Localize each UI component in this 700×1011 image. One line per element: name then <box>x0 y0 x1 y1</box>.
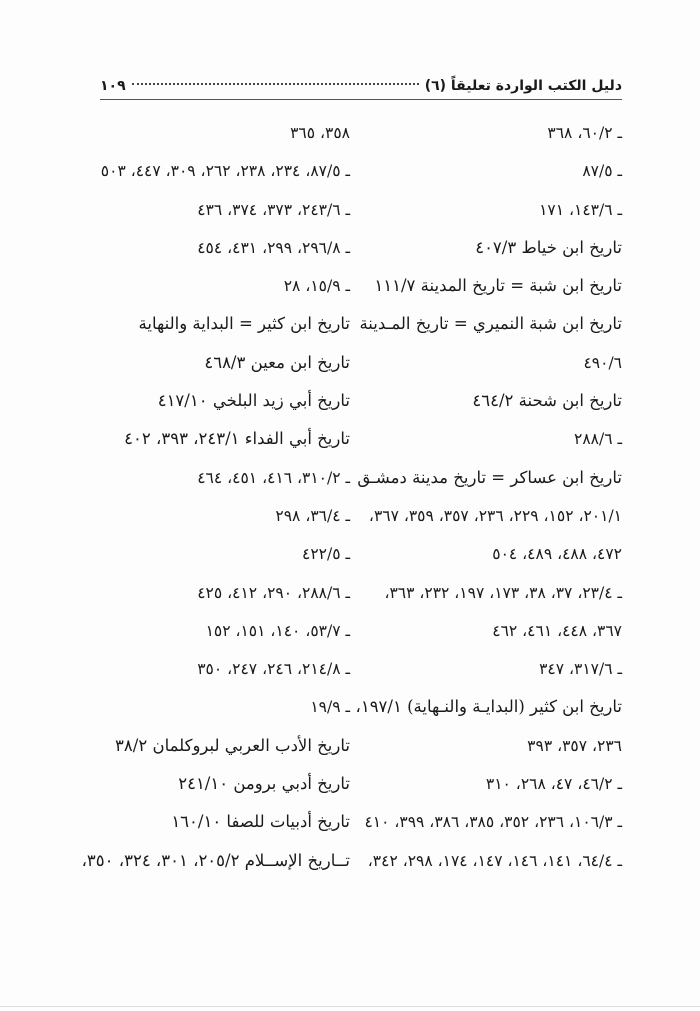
index-entry: ـ ٤٢٢/٥ <box>302 545 350 564</box>
index-entry: تــاريخ الإســلام ٢٠٥/٢، ٣٠١، ٣٢٤، ٣٥٠، <box>81 850 350 870</box>
index-column-left <box>81 118 350 884</box>
index-entry: ـ ٣١٧/٦، ٣٤٧ <box>539 660 622 679</box>
index-entry: تاريخ أبي زيد البلخي ٤١٧/١٠ <box>157 391 350 411</box>
index-entry: ـ ١٩/٩ <box>310 698 350 717</box>
index-entry: ٤٧٢، ٤٨٨، ٤٨٩، ٥٠٤ <box>492 545 622 564</box>
index-entry: تاريخ ابن شبة النميري = تاريخ المـدينة <box>359 314 622 334</box>
index-entry: تاريخ ابن خياط ٤٠٧/٣ <box>475 237 622 257</box>
index-entry: تاريخ ابن عساكر = تاريخ مدينة دمشـق <box>357 467 622 487</box>
index-column-right <box>355 118 622 884</box>
index-entry: ـ ٤٦/٢، ٤٧، ٢٦٨، ٣١٠ <box>485 775 622 794</box>
index-entry: ـ ٢١٤/٨، ٢٤٦، ٢٤٧، ٣٥٠ <box>197 660 350 679</box>
index-entry: ـ ٦٤/٤، ١٤١، ١٤٦، ١٤٧، ١٧٤، ٢٩٨، ٣٤٢، <box>367 851 622 870</box>
index-entry: تاريخ ابن كثير = البداية والنهاية <box>138 314 350 334</box>
page-bottom-edge <box>0 1006 700 1007</box>
index-entry: تاريخ أدبي برومن ٢٤١/١٠ <box>178 774 350 794</box>
header-leader-dots <box>132 83 419 85</box>
index-entry: ـ ١٥/٩، ٢٨ <box>283 277 350 296</box>
index-entry: ٤٩٠/٦ <box>583 353 622 372</box>
index-entry: ٢٣٦، ٣٥٧، ٣٩٣ <box>527 736 622 755</box>
index-entry: ٣٦٧، ٤٤٨، ٤٦١، ٤٦٢ <box>492 621 622 640</box>
page-number: ١٠٩ <box>100 78 126 94</box>
index-entry: ـ ٨٧/٥ <box>582 162 622 181</box>
index-entry: تاريخ الأدب العربي لبروكلمان ٣٨/٢ <box>115 735 350 755</box>
index-entry: تاريخ ابن معين ٤٦٨/٣ <box>204 352 350 372</box>
index-entry: ٣٥٨، ٣٦٥ <box>290 124 350 142</box>
index-entry: ـ ٣٦/٤، ٢٩٨ <box>275 506 350 525</box>
index-entry: ـ ٣١٠/٢، ٤١٦، ٤٥١، ٤٦٤ <box>197 468 350 487</box>
index-entry: ـ ٨٧/٥، ٢٣٤، ٢٣٨، ٢٦٢، ٣٠٩، ٤٤٧، ٥٠٣ <box>100 162 350 181</box>
index-entry: ـ ٢٨٨/٦ <box>574 430 622 449</box>
index-entry: تاريخ ابن شحنة ٤٦٤/٢ <box>472 391 622 411</box>
index-entry: ـ ١٠٦/٣، ٢٣٦، ٣٥٢، ٣٨٥، ٣٨٦، ٣٩٩، ٤١٠ <box>364 813 622 832</box>
index-entry: ـ ٦٠/٢، ٣٦٨ <box>547 124 622 142</box>
running-header <box>100 68 622 94</box>
index-entry: ـ ٢٣/٤، ٣٧، ٣٨، ١٧٣، ١٩٧، ٢٣٢، ٣٦٣، <box>384 583 622 602</box>
index-entry: ـ ٥٣/٧، ١٤٠، ١٥١، ١٥٢ <box>205 621 350 640</box>
index-entry: ٢٠١/١، ١٥٢، ٢٢٩، ٢٣٦، ٣٥٧، ٣٥٩، ٣٦٧، <box>368 506 622 525</box>
index-entry: ـ ٢٤٣/٦، ٣٧٣، ٣٧٤، ٤٣٦ <box>197 200 350 219</box>
index-entry: ـ ١٤٣/٦، ١٧١ <box>539 200 622 219</box>
index-entry: تاريخ ابن كثير (البدايـة والنـهاية) ١٩٧/١، <box>355 697 622 717</box>
index-entry: ـ ٢٨٨/٦، ٢٩٠، ٤١٢، ٤٢٥ <box>197 583 350 602</box>
header-title: دليل الكتب الواردة تعليقاً (٦) <box>424 78 622 94</box>
index-entry: ـ ٢٩٦/٨، ٢٩٩، ٤٣١، ٤٥٤ <box>197 238 350 257</box>
index-entry: تاريخ أدبيات للصفا ١٦٠/١٠ <box>171 812 350 832</box>
index-entry: تاريخ ابن شبة = تاريخ المدينة ١١١/٧ <box>374 276 622 296</box>
header-divider <box>100 99 622 100</box>
index-entry: تاريخ أبي الفداء ٢٤٣/١، ٣٩٣، ٤٠٢ <box>124 429 350 449</box>
